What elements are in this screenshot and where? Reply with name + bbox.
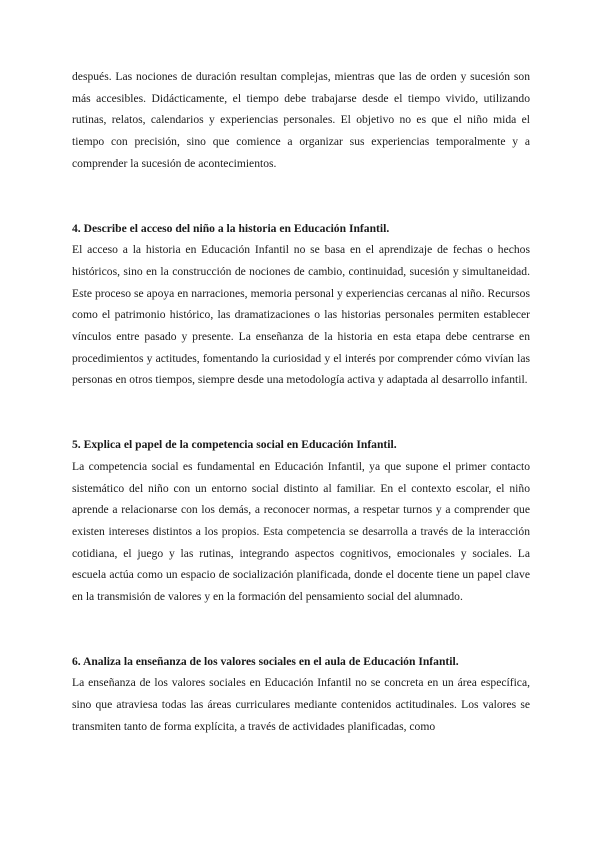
section-4 [72, 218, 530, 392]
section-heading: 6. Analiza la enseñanza de los valores sociales en el aula de Educación Infantil. [72, 654, 459, 668]
section-heading: 5. Explica el papel de la competencia social en Educación Infantil. [72, 438, 397, 452]
section-5 [72, 434, 530, 608]
section-spacer [72, 175, 530, 218]
section-body: La competencia social es fundamental en Educación Infantil, ya que supone el primer contacto sistemático del niño con un entorno social distinto al familiar. En el contexto escolar, el niño aprende a relacionarse con los demás, a reconocer normas, a respetar turnos y a comprender que existen intereses distintos a los propios. Esta competencia se desarrolla a través de la interacción cotidiana, el juego y las rutinas, integrando aspectos cognitivos, emocionales y sociales. La escuela actúa como un espacio de socialización planificada, donde el docente tiene un papel clave en la transmisión de valores y en la formación del pensamiento social del alumnado. [72, 459, 530, 604]
section-spacer [72, 391, 530, 434]
section-body: La enseñanza de los valores sociales en Educación Infantil no se concreta en un área específica, sino que atraviesa todas las áreas curriculares mediante contenidos actitudinales. Los valores se transmiten tanto de forma explícita, a través de actividades planificadas, como [72, 676, 530, 733]
section-body: El acceso a la historia en Educación Infantil no se basa en el aprendizaje de fechas o hechos históricos, sino en la construcción de nociones de cambio, continuidad, sucesión y simultaneidad. Este proceso se apoya en narraciones, memoria personal y experiencias cercanas al niño. Recursos como el patrimonio histórico, las dramatizaciones o las historias personales permiten establecer vínculos entre pasado y presente. La enseñanza de la historia en esta etapa debe centrarse en procedimientos y actitudes, fomentando la curiosidad y el interés por comprender cómo vivían las personas en otros tiempos, siempre desde una metodología activa y adaptada al desarrollo infantil. [72, 243, 530, 387]
section-6 [72, 651, 530, 738]
document-page [72, 66, 530, 738]
section-heading: 4. Describe el acceso del niño a la historia en Educación Infantil. [72, 221, 390, 235]
intro-paragraph: después. Las nociones de duración resultan complejas, mientras que las de orden y sucesión son más accesibles. Didácticamente, el tiempo debe trabajarse desde el tiempo vivido, utilizando rutinas, relatos, calendarios y experiencias personales. El objetivo no es que el niño mida el tiempo con precisión, sino que comience a organizar sus experiencias temporalmente y a comprender la sucesión de acontecimientos. [72, 70, 530, 170]
section-spacer [72, 608, 530, 651]
